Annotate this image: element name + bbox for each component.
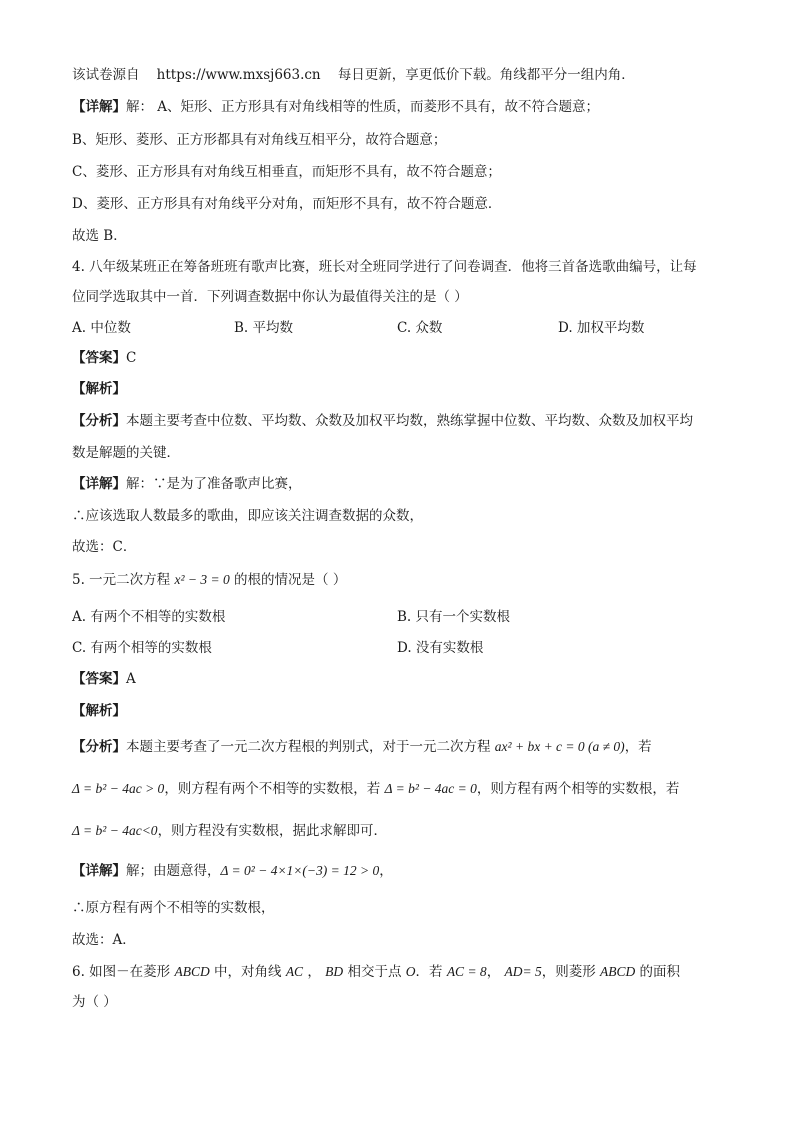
- q5-detail-text-1b: ，: [379, 863, 393, 879]
- q4-conclusion: 故选：C．: [72, 539, 137, 555]
- q4-answer-value: C: [126, 350, 137, 366]
- q4-stem-1: 4. 八年级某班正在筹备班班有歌声比赛，班长对全班同学进行了问卷调查．他将三首备选歌曲编号，让每: [72, 259, 697, 275]
- q3-detail-d: D、菱形、正方形具有对角线平分对角，而矩形不具有，故不符合题意．: [72, 196, 502, 212]
- source-slogan: 每日更新，享更低价下载。角线都平分一组内角．: [337, 67, 635, 83]
- q4-fenxi-text-1: 本题主要考查中位数、平均数、众数及加权平均数，熟练掌握中位数、平均数、众数及加权平均: [126, 413, 693, 429]
- q6-stem-g: 的面积: [635, 964, 681, 980]
- q3-detail-text: 解： A、矩形、正方形具有对角线相等的性质，而菱形不具有，故不符合题意；: [126, 99, 600, 115]
- q6-stem-c: 相交于点: [343, 964, 406, 980]
- q5-fenxi-equation: ax² + bx + c = 0 (a ≠ 0): [494, 739, 625, 754]
- q5-option-d: D. 没有实数根: [397, 640, 484, 656]
- q5-fenxi-text-2b: ，则方程有两个相等的实数根，若: [476, 781, 680, 797]
- q4-detail-label: 【详解】: [72, 476, 126, 492]
- q4-analysis-label: 【解析】: [72, 381, 126, 397]
- q5-option-c: C. 有两个相等的实数根: [72, 640, 212, 656]
- q5-detail-label: 【详解】: [72, 863, 126, 879]
- q5-detail-text-1: 解；由题意得，: [126, 863, 221, 879]
- q4-fenxi-1: [72, 411, 693, 431]
- q4-detail-2: ∴应该选取人数最多的歌曲，即应该关注调查数据的众数，: [72, 508, 423, 524]
- q4-detail-text-1: 解：∵是为了准备歌声比赛，: [126, 476, 302, 492]
- q5-answer-value: A: [126, 671, 136, 687]
- q6-point-o: O: [405, 964, 416, 979]
- q3-detail-label: 【详解】: [72, 99, 126, 115]
- q5-fenxi-delta-eq: Δ = b² − 4ac = 0: [384, 781, 477, 796]
- q6-stem-pre: 6. 如图－在菱形: [72, 964, 175, 980]
- q6-stem-f: ，则菱形: [541, 964, 601, 980]
- q6-stem-2: 为（ ）: [72, 994, 117, 1010]
- q4-detail-1: [72, 474, 302, 494]
- q5-analysis-label: 【解析】: [72, 703, 126, 719]
- q6-rhombus-name: ABCD: [174, 964, 210, 979]
- q3-detail-c: C、菱形、正方形具有对角线互相垂直，而矩形不具有，故不符合题意；: [72, 164, 501, 180]
- q5-fenxi-text-1: 本题主要考查了一元二次方程根的判别式，对于一元二次方程: [126, 739, 495, 755]
- q4-answer: [72, 348, 136, 368]
- q4-stem-2: 位同学选取其中一首．下列调查数据中你认为最值得关注的是（ ）: [72, 289, 468, 305]
- q4-fenxi-2: 数是解题的关键．: [72, 445, 180, 461]
- q3-detail-a: [72, 97, 599, 117]
- q5-fenxi-delta-gt: Δ = b² − 4ac > 0: [72, 781, 165, 796]
- q5-fenxi-text-2a: ，则方程有两个不相等的实数根，若: [164, 781, 385, 797]
- q3-conclusion: 故选 B．: [72, 228, 127, 244]
- q5-fenxi-delta-lt: Δ = b² − 4ac<0: [72, 823, 158, 838]
- q6-ad-value: AD= 5: [504, 964, 542, 979]
- q5-stem-equation: x² − 3 = 0: [174, 572, 230, 587]
- q5-conclusion: 故选：A．: [72, 932, 136, 948]
- q4-option-b: B. 平均数: [234, 320, 294, 336]
- q5-detail-equation: Δ = 0² − 4×1×(−3) = 12 > 0: [220, 863, 380, 878]
- source-label: 该试卷源自: [72, 67, 140, 83]
- q6-rhombus-name-2: ABCD: [600, 964, 636, 979]
- q5-fenxi-text-1b: ，若: [624, 739, 652, 755]
- q5-stem-post: 的根的情况是（ ）: [229, 572, 347, 588]
- q5-stem: [72, 570, 346, 590]
- q5-fenxi-2: [72, 779, 679, 799]
- q5-fenxi-3: [72, 821, 387, 841]
- q5-answer: [72, 669, 136, 689]
- source-line: [72, 65, 635, 85]
- q5-option-a: A. 有两个不相等的实数根: [72, 609, 226, 625]
- q6-stem-a: 中，对角线: [209, 964, 286, 980]
- q6-diagonal-bd: BD: [325, 964, 344, 979]
- q5-stem-pre: 5. 一元二次方程: [72, 572, 175, 588]
- q6-diagonal-ac: AC: [285, 964, 304, 979]
- q5-option-b: B. 只有一个实数根: [397, 609, 511, 625]
- q5-detail-2: ∴原方程有两个不相等的实数根，: [72, 900, 275, 916]
- q4-option-d: D. 加权平均数: [558, 320, 645, 336]
- q6-ac-value: AC = 8: [446, 964, 487, 979]
- q4-fenxi-label: 【分析】: [72, 413, 126, 429]
- q6-stem-b: ，: [303, 964, 326, 980]
- q5-fenxi-label: 【分析】: [72, 739, 126, 755]
- q6-stem-e: ，: [486, 964, 505, 980]
- q5-fenxi-text-3: ，则方程没有实数根，据此求解即可．: [157, 823, 388, 839]
- q4-answer-label: 【答案】: [72, 350, 126, 366]
- q4-option-c: C. 众数: [397, 320, 443, 336]
- q3-detail-b: B、矩形、菱形、正方形都具有对角线互相平分，故符合题意；: [72, 132, 447, 148]
- q6-stem-1: [72, 962, 680, 982]
- q5-fenxi-1: [72, 737, 652, 757]
- source-url[interactable]: https://www.mxsj663.cn: [156, 67, 321, 83]
- q5-answer-label: 【答案】: [72, 671, 126, 687]
- q6-stem-d: ．若: [415, 964, 447, 980]
- q5-detail-1: [72, 861, 393, 881]
- q4-option-a: A. 中位数: [72, 320, 131, 336]
